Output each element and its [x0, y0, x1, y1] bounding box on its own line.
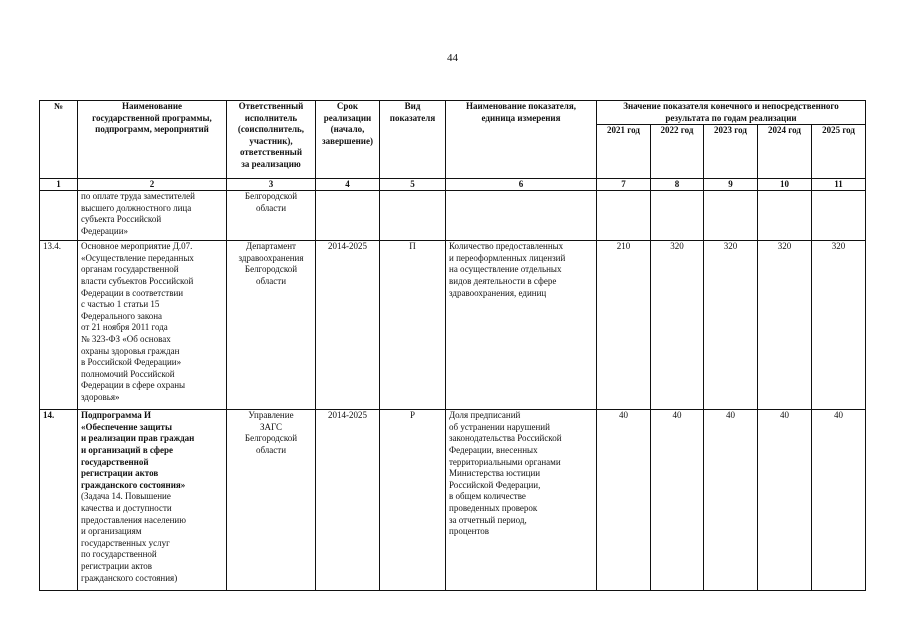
- term: [316, 191, 380, 241]
- column-number: 8: [651, 179, 704, 191]
- column-number: 7: [597, 179, 651, 191]
- value-2022: [651, 191, 704, 241]
- table-row: [40, 191, 866, 241]
- column-number: 1: [40, 179, 78, 191]
- value-2024: [758, 191, 812, 241]
- row-number: 14.: [40, 410, 78, 591]
- term: 2014-2025: [316, 241, 380, 410]
- value-2025: 40: [812, 410, 866, 591]
- header-indicator-type: Вид показателя: [380, 101, 446, 179]
- term: 2014-2025: [316, 410, 380, 591]
- indicators-table: [39, 100, 866, 591]
- header-no: №: [40, 101, 78, 179]
- column-number: 3: [227, 179, 316, 191]
- header-responsible: Ответственный исполнитель (соисполнитель, участник), ответственный за реализацию: [227, 101, 316, 179]
- column-number: 5: [380, 179, 446, 191]
- header-year-2022: 2022 год: [651, 125, 704, 179]
- table-header: [40, 101, 866, 179]
- responsible-executor: Управление ЗАГС Белгородской области: [227, 410, 316, 591]
- header-indicator-name: Наименование показателя, единица измерения: [446, 101, 597, 179]
- column-numbers-row: [40, 179, 866, 191]
- indicator-type: [380, 191, 446, 241]
- value-2023: 320: [704, 241, 758, 410]
- column-number: 9: [704, 179, 758, 191]
- value-2025: 320: [812, 241, 866, 410]
- program-name: по оплате труда заместителей высшего должностного лица субъекта Российской Федерации»: [78, 191, 227, 241]
- header-year-2021: 2021 год: [597, 125, 651, 179]
- indicator-type: П: [380, 241, 446, 410]
- column-number: 2: [78, 179, 227, 191]
- table-row: [40, 241, 866, 410]
- value-2022: 40: [651, 410, 704, 591]
- value-2025: [812, 191, 866, 241]
- column-number: 4: [316, 179, 380, 191]
- value-2021: 40: [597, 410, 651, 591]
- header-term: Срок реализации (начало, завершение): [316, 101, 380, 179]
- column-number: 11: [812, 179, 866, 191]
- value-2024: 320: [758, 241, 812, 410]
- value-2023: [704, 191, 758, 241]
- page-number: 44: [447, 52, 458, 64]
- header-year-2023: 2023 год: [704, 125, 758, 179]
- indicator-type: Р: [380, 410, 446, 591]
- value-2021: 210: [597, 241, 651, 410]
- responsible-executor: Белгородской области: [227, 191, 316, 241]
- row-number: 13.4.: [40, 241, 78, 410]
- program-name: Подпрограмма И «Обеспечение защиты и реализации прав граждан и организаций в сфере государственной регистрации актов гражданского состояния» (Задача 14. Повышение качества и доступности предоставления населению и организациям государственных услуг по государственной регистрации актов гражданского состояния): [78, 410, 227, 591]
- table-row: [40, 410, 866, 591]
- responsible-executor: Департамент здравоохранения Белгородской области: [227, 241, 316, 410]
- column-number: 6: [446, 179, 597, 191]
- row-number: [40, 191, 78, 241]
- header-year-2025: 2025 год: [812, 125, 866, 179]
- header-year-2024: 2024 год: [758, 125, 812, 179]
- header-values-group: Значение показателя конечного и непосредственного результата по годам реализации: [597, 101, 866, 125]
- value-2024: 40: [758, 410, 812, 591]
- table-body: [40, 191, 866, 591]
- indicator-name: Количество предоставленных и переоформленных лицензий на осуществление отдельных видов деятельности в сфере здравоохранения, единиц: [446, 241, 597, 410]
- indicator-name: [446, 191, 597, 241]
- value-2023: 40: [704, 410, 758, 591]
- column-number: 10: [758, 179, 812, 191]
- value-2022: 320: [651, 241, 704, 410]
- program-name: Основное мероприятие Д.07. «Осуществление переданных органам государственной власти субъектов Российской Федерации в соответствии с частью 1 статьи 15 Федерального закона от 21 ноября 2011 года № 323-ФЗ «Об основах охраны здоровья граждан в Российской Федерации» полномочий Российской Федерации в сфере охраны здоровья»: [78, 241, 227, 410]
- header-program-name: Наименование государственной программы, подпрограмм, мероприятий: [78, 101, 227, 179]
- value-2021: [597, 191, 651, 241]
- indicator-name: Доля предписаний об устранении нарушений законодательства Российской Федерации, внесенных территориальными органами Министерства юстиции Российской Федерации, в общем количестве проведенных проверок за отчетный период, процентов: [446, 410, 597, 591]
